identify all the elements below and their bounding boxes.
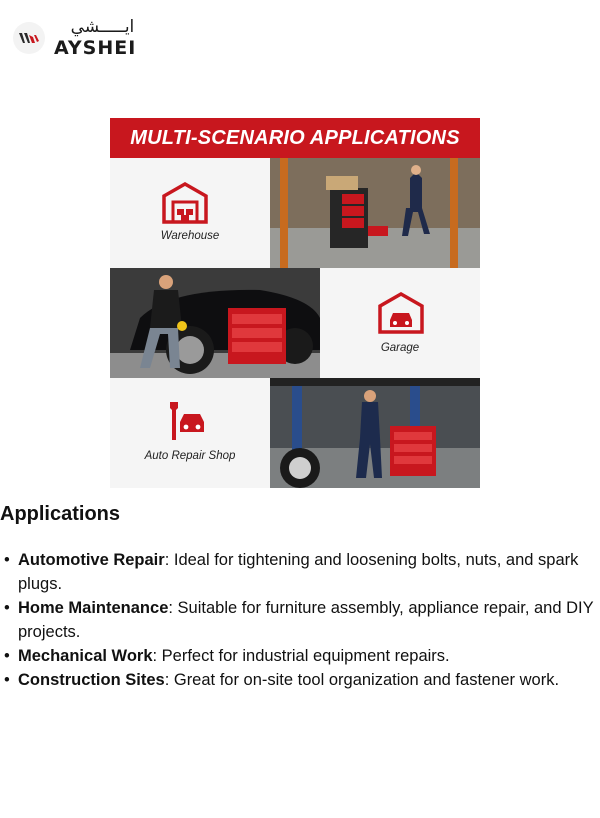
list-item-text: : Ideal for tightening and loosening bolts, nuts, and spark plugs. xyxy=(18,551,579,593)
auto-repair-icon xyxy=(162,400,208,449)
list-item-title: Mechanical Work xyxy=(18,647,153,665)
garage-label-panel xyxy=(320,268,480,378)
list-item-title: Automotive Repair xyxy=(18,551,165,569)
warehouse-icon xyxy=(162,182,208,229)
list-item xyxy=(0,668,600,692)
auto-repair-label-panel xyxy=(110,378,270,488)
list-item-title: Construction Sites xyxy=(18,671,165,689)
product-scenario-banner xyxy=(110,118,480,488)
garage-icon xyxy=(378,292,424,339)
bullet-icon: • xyxy=(4,551,10,569)
bullet-icon: • xyxy=(4,671,10,689)
bullet-icon: • xyxy=(4,647,10,665)
warehouse-photo xyxy=(270,158,480,268)
list-item xyxy=(0,596,600,644)
applications-heading: Applications xyxy=(0,503,121,525)
logo-mark-icon xyxy=(12,21,46,55)
applications-list xyxy=(0,548,600,692)
list-item-text: : Perfect for industrial equipment repairs. xyxy=(152,647,450,665)
list-item xyxy=(0,644,600,668)
scenario-label-garage: Garage xyxy=(380,342,420,354)
list-item-title: Home Maintenance xyxy=(18,599,169,617)
auto-repair-photo xyxy=(270,378,480,488)
garage-photo xyxy=(110,268,320,378)
logo-english-text: AYSHEI xyxy=(54,36,137,59)
banner-title: MULTI-SCENARIO APPLICATIONS xyxy=(110,118,480,158)
list-item-text: : Great for on-site tool organization and fastener work. xyxy=(164,671,560,689)
list-item xyxy=(0,548,600,596)
bullet-icon: • xyxy=(4,599,10,617)
warehouse-label-panel xyxy=(110,158,270,268)
scenario-label-auto-repair: Auto Repair Shop xyxy=(144,450,236,462)
logo-arabic-text: ايـــــشي xyxy=(70,16,135,37)
brand-logo[interactable] xyxy=(12,14,136,62)
scenario-label-warehouse: Warehouse xyxy=(160,230,220,242)
list-item-text: : Suitable for furniture assembly, appliance repair, and DIY projects. xyxy=(18,599,594,641)
